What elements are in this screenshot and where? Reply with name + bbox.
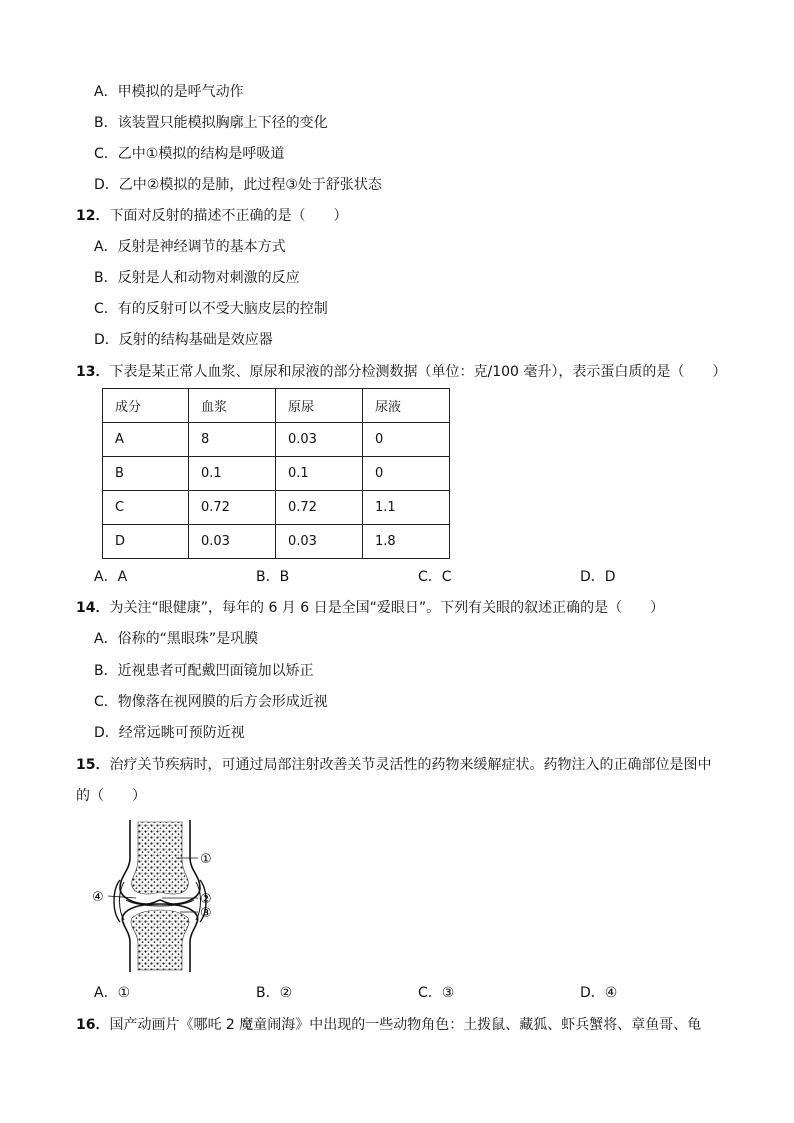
q11-option-a: A．甲模拟的是呼气动作 [94,84,244,100]
table-cell: 1.8 [363,525,450,559]
q15-choice-c: C．③ [418,985,455,1001]
table-cell: 8 [189,423,276,457]
q11-option-d: D．乙中②模拟的是肺，此过程③处于舒张状态 [94,177,382,193]
q14-option-a: A．俗称的“黑眼珠”是巩膜 [94,631,259,647]
q13-stem [76,362,726,382]
q12-option-a: A．反射是神经调节的基本方式 [94,239,286,255]
table-cell: 0.72 [276,491,363,525]
q15-stem-line2: 的（ ） [76,788,146,804]
label-4: ④ [92,890,104,905]
table-header-row [103,389,450,423]
q11-option-b: B．该装置只能模拟胸廓上下径的变化 [94,115,328,131]
q14-option-c: C．物像落在视网膜的后方会形成近视 [94,694,328,710]
table-row [103,491,450,525]
table-cell: C [103,491,189,525]
q15-choices [94,983,742,1003]
q15-number: 15． [76,757,110,773]
label-2: ② [200,892,212,907]
q11-option-c: C．乙中①模拟的结构是呼吸道 [94,146,285,162]
table-header-cell: 成分 [103,389,189,423]
label-1: ① [200,852,212,867]
q13-number: 13． [76,364,110,380]
q15-text: 治疗关节疾病时，可通过局部注射改善关节灵活性的药物来缓解症状。药物注入的正确部位是图中 [109,757,712,773]
lower-bone-marrow [131,910,189,970]
q12-option-b: B．反射是人和动物对刺激的反应 [94,270,300,286]
q13-choice-d: D．D [580,569,616,585]
q13-choice-c: C．C [418,569,452,585]
table-cell: D [103,525,189,559]
table-cell: 0.72 [189,491,276,525]
table-cell: A [103,423,189,457]
q12-number: 12． [76,208,110,224]
table-row [103,457,450,491]
table-cell: 0.1 [189,457,276,491]
q13-choices [94,567,742,587]
q12-stem [76,206,347,226]
table-header-cell: 原尿 [276,389,363,423]
label-line-4 [108,896,136,898]
table-cell: 1.1 [363,491,450,525]
table-cell: 0 [363,457,450,491]
table-cell: 0.03 [189,525,276,559]
q12-text: 下面对反射的描述不正确的是（ ） [109,208,348,224]
q14-stem [76,598,664,618]
q14-number: 14． [76,600,110,616]
joint-diagram [90,818,230,974]
q12-option-c: C．有的反射可以不受大脑皮层的控制 [94,301,328,317]
q16-text: 国产动画片《哪吒 2 魔童闹海》中出现的一些动物角色：土拨鼠、藏狐、虾兵蟹将、章鱼哥、龟 [109,1017,702,1033]
q14-option-d: D．经常远眺可预防近视 [94,725,245,741]
q13-text: 下表是某正常人血浆、原尿和尿液的部分检测数据（单位：克/100 毫升），表示蛋白质的是（ ） [109,364,727,380]
q14-text: 为关注“眼健康”，每年的 6 月 6 日是全国“爱眼日”。下列有关眼的叙述正确的是（ ） [109,600,665,616]
table-cell: 0.1 [276,457,363,491]
q14-option-b: B．近视患者可配戴凹面镜加以矫正 [94,663,314,679]
table-cell: B [103,457,189,491]
q15-choice-b: B．② [256,985,293,1001]
q16-number: 16． [76,1017,110,1033]
table-cell: 0 [363,423,450,457]
table-row [103,525,450,559]
table-cell: 0.03 [276,525,363,559]
table-header-cell: 尿液 [363,389,450,423]
table-header-cell: 血浆 [189,389,276,423]
q15-choice-d: D．④ [580,985,618,1001]
q13-choice-a: A．A [94,569,128,585]
q15-stem-line1 [76,755,711,775]
q12-option-d: D．反射的结构基础是效应器 [94,332,273,348]
q13-data-table [102,388,450,559]
label-3: ③ [200,906,212,921]
q13-choice-b: B．B [256,569,290,585]
q16-stem [76,1015,701,1035]
table-cell: 0.03 [276,423,363,457]
q15-choice-a: A．① [94,985,131,1001]
table-row [103,423,450,457]
